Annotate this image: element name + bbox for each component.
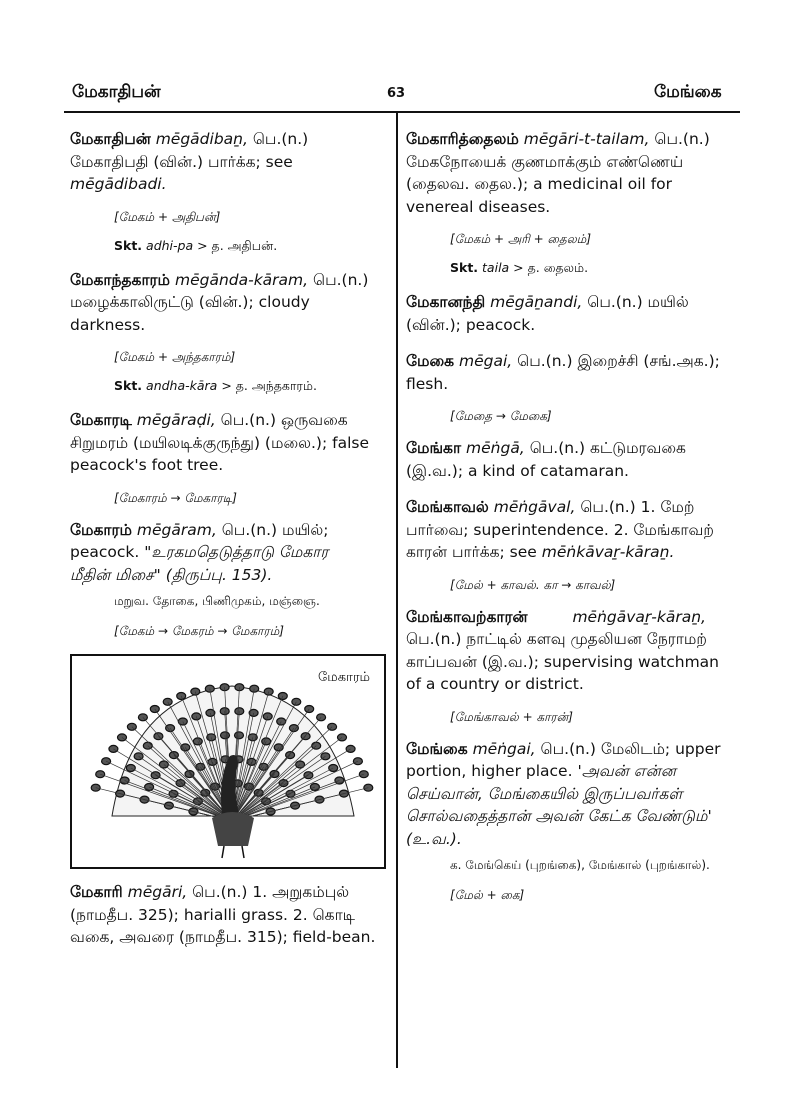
headword: மேங்கை <box>406 739 468 758</box>
headword: மேங்காவல் <box>406 498 489 516</box>
entry-mengavarkaran <box>406 606 722 696</box>
definition-line: பெ.(n.) நாட்டில் களவு முதலியன நேராமற் <box>406 630 707 648</box>
definition-line: (வின்.); peacock. <box>406 315 536 334</box>
etymology: [மேல் + கை] <box>450 888 525 902</box>
transliteration: mēgāri-t-tailam, <box>523 130 650 148</box>
synonyms: மறுவ. தோகை, பிணிமுகம், மஞ்ஞை. <box>114 594 320 608</box>
skt-rest: > த. தைலம். <box>509 260 589 275</box>
headword: மேகாரித்தைலம் <box>406 130 519 148</box>
citation: (உ.வ.). <box>406 829 462 848</box>
quotation: "உரகமதெடுத்தாடு மேகார <box>144 543 329 561</box>
quotation: மீதின் மிசை" <box>70 565 161 584</box>
definition-line: darkness. <box>70 315 146 334</box>
etymology: [மேகம் + அந்தகாரம்] <box>114 350 236 364</box>
part-of-speech: பெ.(n.) கட்டுமரவகை <box>529 439 686 457</box>
transliteration: mēṅgāval, <box>493 498 576 516</box>
definition-line: portion, higher place. <box>406 762 573 780</box>
quotation: 'அவன் என்ன <box>577 762 676 780</box>
headword: மேகானந்தி <box>406 293 486 311</box>
skt-word: taila <box>482 260 510 275</box>
part-of-speech: பெ.(n.) <box>313 270 369 289</box>
cross-reference: mēṅkāvaṟ-kāraṉ. <box>541 543 675 561</box>
definition-line: பார்வை; superintendence. 2. மேங்காவற் <box>406 520 714 539</box>
transliteration: mēgādibaṉ, <box>155 130 248 148</box>
entry-megaritailam <box>406 128 722 218</box>
sanskrit-note <box>114 378 386 395</box>
headword: மேகாரம் <box>70 520 132 539</box>
entry-megaradi <box>70 409 386 477</box>
part-of-speech: பெ.(n.) <box>252 130 309 148</box>
entry-megadiban <box>70 128 386 196</box>
part-of-speech: பெ.(n.) மேலிடம்; upper <box>540 739 721 758</box>
transliteration: mēgai, <box>459 352 513 370</box>
sanskrit-note <box>450 260 722 277</box>
headword: மேகாரடி <box>70 411 132 429</box>
definition-line: (தைலவ. தைல.); a medicinal oil for <box>406 175 673 193</box>
transliteration: mēgāraḍi, <box>136 411 216 429</box>
skt-word: adhi-pa <box>146 237 194 253</box>
part-of-speech: பெ.(n.) இறைச்சி (சங்.அக.); <box>517 352 720 370</box>
entry-megandakaram <box>70 269 386 337</box>
column-divider <box>396 113 398 1068</box>
running-head-left: மேகாதிபன் <box>72 82 161 102</box>
entry-mengaval <box>406 496 722 564</box>
etymology: [மேகம் → மேகரம் → மேகாரம்] <box>114 624 284 638</box>
peacock-drawing <box>72 656 384 867</box>
transliteration: mēṅgai, <box>472 739 536 758</box>
quotation: சொல்வதைத்தான் அவன் கேட்க வேண்டும்' <box>406 807 712 825</box>
skt-word: andha-kāra <box>146 378 218 393</box>
definition-line: (நாமதீப. 325); harialli grass. 2. கொடி <box>70 905 356 924</box>
figure-caption: மேகாரம் <box>318 670 370 685</box>
citation: (திருப்பு. 153). <box>165 565 273 584</box>
skt-label: Skt. <box>114 237 143 253</box>
definition-line: peacock's foot tree. <box>70 456 224 474</box>
transliteration: mēgāri, <box>127 883 188 901</box>
header-rule <box>64 111 740 113</box>
headword: மேங்காவற்காரன் <box>406 607 528 626</box>
part-of-speech: பெ.(n.) மயில்; <box>221 520 329 539</box>
transliteration: mēṅgāvaṟ-kāraṉ, <box>572 607 706 626</box>
headword: மேகாரி <box>70 883 123 901</box>
headword: மேகாதிபன் <box>70 130 151 148</box>
transliteration: mēgāṉandi, <box>490 293 583 311</box>
part-of-speech: பெ.(n.) ஒருவகை <box>220 411 348 429</box>
etymology: [மேல் + காவல். கா → காவல்] <box>450 577 616 592</box>
part-of-speech: பெ.(n.) மயில் <box>587 293 689 311</box>
quotation: செய்வான், மேங்கையில் இருப்பவர்கள் <box>406 784 683 803</box>
headword: மேங்கா <box>406 439 462 457</box>
entry-megaram <box>70 519 386 587</box>
cognates: க. மேங்கெய் (புறங்கை), மேங்கால் (புறங்கால்). <box>450 858 710 872</box>
definition-line: (இ.வ.); a kind of catamaran. <box>406 461 629 480</box>
definition-line: மேகநோயைக் குணமாக்கும் எண்ணெய் <box>406 152 684 171</box>
definition-line: மேகாதிபதி (வின்.) பார்க்க; see <box>70 152 293 171</box>
definition-line: காரன் பார்க்க; see <box>406 543 542 561</box>
skt-label: Skt. <box>114 378 143 393</box>
sanskrit-note <box>114 238 386 255</box>
page-number: 63 <box>387 86 406 101</box>
entry-menga <box>406 437 722 482</box>
headword: மேகை <box>406 352 455 370</box>
definition-line: காப்பவன் (இ.வ.); supervising watchman <box>406 652 719 671</box>
entry-megari <box>70 881 386 949</box>
right-column <box>406 128 722 916</box>
running-head-right: மேங்கை <box>654 82 722 102</box>
skt-rest: > த. அந்தகாரம். <box>217 378 317 393</box>
definition-line: mēgādibadi. <box>70 175 167 193</box>
transliteration: mēgānda-kāram, <box>174 270 309 289</box>
left-column <box>70 128 386 957</box>
etymology: [மேதை → மேகை] <box>450 409 552 423</box>
transliteration: mēgāram, <box>136 520 217 539</box>
entry-meganandi <box>406 291 722 336</box>
etymology: [மேகாரம் → மேகாரடி] <box>114 490 237 505</box>
headword: மேகாந்தகாரம் <box>70 270 171 289</box>
part-of-speech: பெ.(n.) <box>654 130 710 148</box>
skt-label: Skt. <box>450 260 479 275</box>
transliteration: mēṅgā, <box>466 439 525 457</box>
part-of-speech: பெ.(n.) 1. மேற் <box>580 498 695 516</box>
definition-line: of a country or district. <box>406 675 584 693</box>
peacock-illustration <box>70 654 386 869</box>
entry-mengai <box>406 738 722 851</box>
definition-line: மழைக்காலிருட்டு (வின்.); cloudy <box>70 293 310 311</box>
skt-rest: > த. அதிபன். <box>193 237 278 253</box>
definition-line: வகை, அவரை (நாமதீப. 315); field-bean. <box>70 928 376 946</box>
etymology: [மேகம் + அரி + தைலம்] <box>450 232 591 246</box>
entry-megai <box>406 350 722 395</box>
definition-line: venereal diseases. <box>406 197 551 216</box>
part-of-speech: பெ.(n.) 1. அறுகம்புல் <box>192 883 350 901</box>
etymology: [மேகம் + அதிபன்] <box>114 209 221 224</box>
definition-line: peacock. <box>70 543 140 561</box>
definition-line: சிறுமரம் (மயிலடிக்குருந்து) (மலை.); false <box>70 433 369 452</box>
etymology: [மேங்காவல் + காரன்] <box>450 709 573 724</box>
definition-line: flesh. <box>406 374 449 393</box>
